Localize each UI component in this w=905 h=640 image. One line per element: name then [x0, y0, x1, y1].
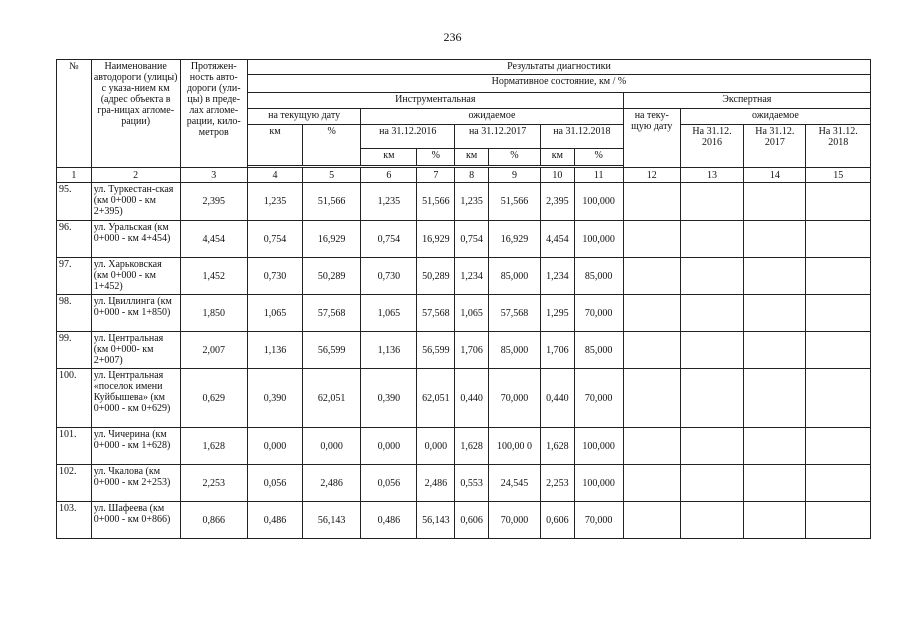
header-2016-km: км	[361, 149, 417, 166]
header-no: №	[57, 60, 92, 168]
expert-empty-cell	[744, 258, 806, 295]
expert-empty-cell	[744, 502, 806, 539]
value-cell-km16: 1,235	[361, 183, 417, 221]
header-date-2018: на 31.12.2018	[540, 125, 623, 149]
column-number-cell: 5	[303, 168, 361, 183]
row-number-cell: 97.	[57, 258, 92, 295]
expert-empty-cell	[806, 502, 871, 539]
value-cell-km-cur: 0,056	[247, 465, 302, 502]
value-cell-km17: 1,065	[455, 295, 489, 332]
table-row	[57, 428, 871, 465]
expert-empty-cell	[680, 332, 743, 369]
value-cell-km16: 0,390	[361, 369, 417, 428]
road-name-cell: ул. Чкалова (км 0+000 - км 2+253)	[91, 465, 180, 502]
expert-empty-cell	[623, 295, 680, 332]
row-number-cell: 95.	[57, 183, 92, 221]
value-cell-pct17: 85,000	[488, 258, 540, 295]
value-cell-pct16: 62,051	[417, 369, 455, 428]
expert-empty-cell	[744, 465, 806, 502]
expert-empty-cell	[744, 369, 806, 428]
expert-empty-cell	[680, 183, 743, 221]
table-row	[57, 183, 871, 221]
value-cell-km16: 1,136	[361, 332, 417, 369]
value-cell-pct18: 100,000	[574, 183, 623, 221]
value-cell-km-cur: 0,000	[247, 428, 302, 465]
column-number-cell: 9	[488, 168, 540, 183]
header-date-2016: на 31.12.2016	[361, 125, 455, 149]
value-cell-km17: 1,706	[455, 332, 489, 369]
column-number-cell: 7	[417, 168, 455, 183]
road-name-cell: ул. Чичерина (км 0+000 - км 1+628)	[91, 428, 180, 465]
header-date-2017: на 31.12.2017	[455, 125, 541, 149]
value-cell-km-cur: 1,136	[247, 332, 302, 369]
expert-empty-cell	[680, 295, 743, 332]
value-cell-pct16: 51,566	[417, 183, 455, 221]
value-cell-pct16: 0,000	[417, 428, 455, 465]
value-cell-length: 0,866	[180, 502, 247, 539]
value-cell-pct16: 16,929	[417, 221, 455, 258]
header-diagnostics-results: Результаты диагностики	[247, 60, 870, 75]
value-cell-pct17: 16,929	[488, 221, 540, 258]
value-cell-pct16: 50,289	[417, 258, 455, 295]
table-row	[57, 295, 871, 332]
value-cell-pct-cur: 50,289	[303, 258, 361, 295]
expert-empty-cell	[623, 369, 680, 428]
header-expert-2016: На 31.12. 2016	[680, 125, 743, 168]
expert-empty-cell	[806, 332, 871, 369]
header-expert: Экспертная	[623, 93, 870, 109]
value-cell-pct18: 85,000	[574, 258, 623, 295]
value-cell-pct-cur: 56,143	[303, 502, 361, 539]
column-number-cell: 10	[540, 168, 574, 183]
table-row	[57, 332, 871, 369]
column-number-cell: 2	[91, 168, 180, 183]
value-cell-pct17: 51,566	[488, 183, 540, 221]
page-number: 236	[443, 30, 462, 44]
table-row	[57, 221, 871, 258]
value-cell-pct18: 100,000	[574, 465, 623, 502]
value-cell-km16: 0,486	[361, 502, 417, 539]
row-number-cell: 102.	[57, 465, 92, 502]
header-expert-2018: На 31.12. 2018	[806, 125, 871, 168]
value-cell-km16: 0,000	[361, 428, 417, 465]
value-cell-pct16: 57,568	[417, 295, 455, 332]
value-cell-km17: 0,553	[455, 465, 489, 502]
header-expected: ожидаемое	[361, 109, 623, 125]
value-cell-pct18: 85,000	[574, 332, 623, 369]
header-2016-pct: %	[417, 149, 455, 166]
expert-empty-cell	[680, 221, 743, 258]
value-cell-pct16: 2,486	[417, 465, 455, 502]
expert-empty-cell	[680, 428, 743, 465]
column-number-cell: 14	[744, 168, 806, 183]
header-normative-state: Нормативное состояние, км / %	[247, 75, 870, 93]
value-cell-pct18: 70,000	[574, 502, 623, 539]
expert-empty-cell	[680, 502, 743, 539]
expert-empty-cell	[806, 221, 871, 258]
value-cell-pct-cur: 16,929	[303, 221, 361, 258]
value-cell-km17: 0,440	[455, 369, 489, 428]
value-cell-length: 1,850	[180, 295, 247, 332]
column-number-cell: 4	[247, 168, 302, 183]
expert-empty-cell	[623, 258, 680, 295]
road-name-cell: ул. Уральская (км 0+000 - км 4+454)	[91, 221, 180, 258]
value-cell-km17: 0,606	[455, 502, 489, 539]
value-cell-km18: 1,234	[540, 258, 574, 295]
value-cell-pct-cur: 2,486	[303, 465, 361, 502]
road-name-cell: ул. Центральная (км 0+000- км 2+007)	[91, 332, 180, 369]
value-cell-length: 2,253	[180, 465, 247, 502]
header-length: Протяжен-ность авто-дороги (ули-цы) в преде-лах агломе-рации, кило-метров	[180, 60, 247, 168]
value-cell-pct18: 70,000	[574, 295, 623, 332]
value-cell-km16: 1,065	[361, 295, 417, 332]
column-number-cell: 15	[806, 168, 871, 183]
header-expert-expected: ожидаемое	[680, 109, 870, 125]
value-cell-km-cur: 1,235	[247, 183, 302, 221]
value-cell-pct18: 70,000	[574, 369, 623, 428]
value-cell-pct18: 100,000	[574, 428, 623, 465]
value-cell-km17: 1,628	[455, 428, 489, 465]
row-number-cell: 96.	[57, 221, 92, 258]
value-cell-km18: 0,440	[540, 369, 574, 428]
value-cell-km-cur: 1,065	[247, 295, 302, 332]
header-2017-km: км	[455, 149, 489, 166]
table-row	[57, 465, 871, 502]
expert-empty-cell	[623, 428, 680, 465]
value-cell-km-cur: 0,730	[247, 258, 302, 295]
value-cell-pct16: 56,143	[417, 502, 455, 539]
expert-empty-cell	[806, 295, 871, 332]
value-cell-length: 1,628	[180, 428, 247, 465]
column-number-cell: 6	[361, 168, 417, 183]
value-cell-km-cur: 0,486	[247, 502, 302, 539]
header-current-date: на текущую дату	[247, 109, 360, 125]
value-cell-length: 4,454	[180, 221, 247, 258]
column-number-cell: 13	[680, 168, 743, 183]
column-number-cell: 11	[574, 168, 623, 183]
value-cell-length: 1,452	[180, 258, 247, 295]
row-number-cell: 98.	[57, 295, 92, 332]
expert-empty-cell	[806, 369, 871, 428]
expert-empty-cell	[806, 428, 871, 465]
value-cell-km18: 2,395	[540, 183, 574, 221]
expert-empty-cell	[623, 502, 680, 539]
value-cell-km16: 0,730	[361, 258, 417, 295]
value-cell-length: 2,007	[180, 332, 247, 369]
expert-empty-cell	[806, 465, 871, 502]
header-2018-pct: %	[574, 149, 623, 166]
header-road-name: Наименование автодороги (улицы) с указа-нием км (адрес объекта в гра-ницах агломе-рации)	[91, 60, 180, 168]
header-2018-km: км	[540, 149, 574, 166]
value-cell-km18: 2,253	[540, 465, 574, 502]
header-current-pct: %	[303, 125, 361, 166]
value-cell-km18: 4,454	[540, 221, 574, 258]
expert-empty-cell	[680, 465, 743, 502]
diagnostics-table	[56, 59, 871, 539]
value-cell-km18: 1,706	[540, 332, 574, 369]
value-cell-pct-cur: 0,000	[303, 428, 361, 465]
value-cell-length: 2,395	[180, 183, 247, 221]
value-cell-km17: 1,235	[455, 183, 489, 221]
expert-empty-cell	[680, 258, 743, 295]
header-expert-2017: На 31.12. 2017	[744, 125, 806, 168]
expert-empty-cell	[680, 369, 743, 428]
value-cell-pct17: 57,568	[488, 295, 540, 332]
row-number-cell: 99.	[57, 332, 92, 369]
table-row	[57, 502, 871, 539]
value-cell-pct-cur: 51,566	[303, 183, 361, 221]
column-number-cell: 8	[455, 168, 489, 183]
road-name-cell: ул. Центральная «поселок имени Куйбышева» (км 0+000 - км 0+629)	[91, 369, 180, 428]
column-number-cell: 1	[57, 168, 92, 183]
value-cell-km18: 1,628	[540, 428, 574, 465]
value-cell-length: 0,629	[180, 369, 247, 428]
expert-empty-cell	[623, 465, 680, 502]
road-name-cell: ул. Харьковская (км 0+000 - км 1+452)	[91, 258, 180, 295]
value-cell-km16: 0,754	[361, 221, 417, 258]
value-cell-pct-cur: 62,051	[303, 369, 361, 428]
value-cell-km-cur: 0,754	[247, 221, 302, 258]
expert-empty-cell	[744, 221, 806, 258]
value-cell-km18: 0,606	[540, 502, 574, 539]
header-instrumental: Инструментальная	[247, 93, 623, 109]
value-cell-pct17: 100,00 0	[488, 428, 540, 465]
expert-empty-cell	[806, 258, 871, 295]
expert-empty-cell	[806, 183, 871, 221]
table-row	[57, 258, 871, 295]
row-number-cell: 103.	[57, 502, 92, 539]
column-number-cell: 12	[623, 168, 680, 183]
column-number-cell: 3	[180, 168, 247, 183]
expert-empty-cell	[744, 295, 806, 332]
value-cell-km16: 0,056	[361, 465, 417, 502]
expert-empty-cell	[744, 183, 806, 221]
road-name-cell: ул. Цвиллинга (км 0+000 - км 1+850)	[91, 295, 180, 332]
road-name-cell: ул. Туркестан-ская (км 0+000 - км 2+395)	[91, 183, 180, 221]
value-cell-km18: 1,295	[540, 295, 574, 332]
table-row	[57, 369, 871, 428]
value-cell-pct17: 70,000	[488, 369, 540, 428]
expert-empty-cell	[623, 332, 680, 369]
value-cell-km17: 0,754	[455, 221, 489, 258]
value-cell-pct16: 56,599	[417, 332, 455, 369]
value-cell-pct17: 70,000	[488, 502, 540, 539]
header-expert-current-date: на теку-щую дату	[623, 109, 680, 168]
header-current-km: км	[247, 125, 302, 166]
row-number-cell: 101.	[57, 428, 92, 465]
road-name-cell: ул. Шафеева (км 0+000 - км 0+866)	[91, 502, 180, 539]
expert-empty-cell	[623, 221, 680, 258]
value-cell-pct-cur: 57,568	[303, 295, 361, 332]
expert-empty-cell	[744, 428, 806, 465]
expert-empty-cell	[744, 332, 806, 369]
value-cell-pct17: 85,000	[488, 332, 540, 369]
value-cell-pct-cur: 56,599	[303, 332, 361, 369]
expert-empty-cell	[623, 183, 680, 221]
value-cell-km17: 1,234	[455, 258, 489, 295]
value-cell-km-cur: 0,390	[247, 369, 302, 428]
value-cell-pct17: 24,545	[488, 465, 540, 502]
header-2017-pct: %	[488, 149, 540, 166]
value-cell-pct18: 100,000	[574, 221, 623, 258]
row-number-cell: 100.	[57, 369, 92, 428]
column-numbers-row	[57, 168, 871, 183]
